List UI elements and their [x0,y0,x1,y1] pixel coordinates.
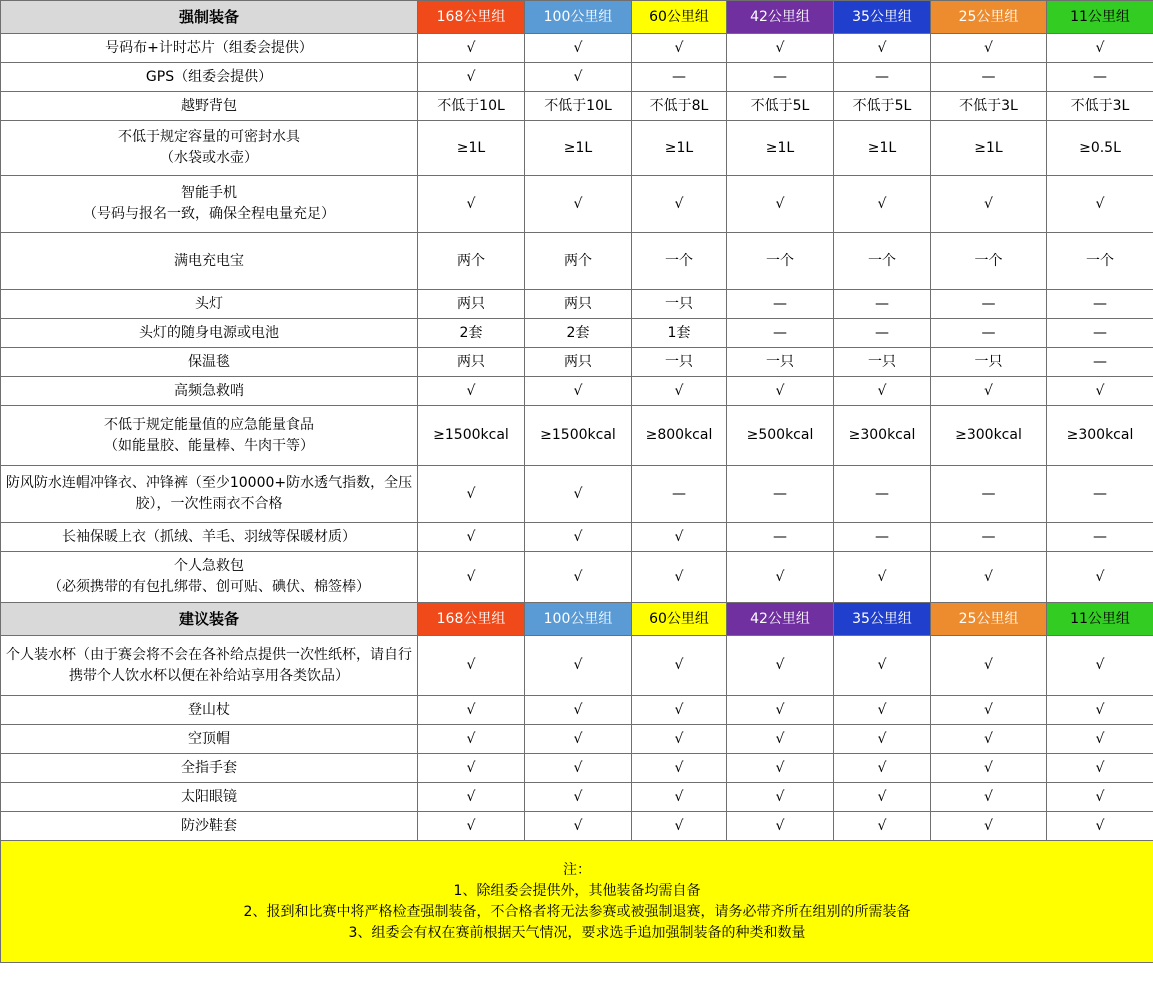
mandatory-row [1,406,1153,466]
mandatory-value-25km: 一个 [931,233,1047,290]
suggested-value-168km: √ [418,812,525,841]
group-header-25km: 25公里组 [931,1,1047,34]
mandatory-value-60km: 一只 [632,348,727,377]
mandatory-row [1,523,1153,552]
mandatory-value-25km: — [931,523,1047,552]
mandatory-row [1,63,1153,92]
suggested-value-11km: √ [1047,725,1153,754]
mandatory-value-25km: √ [931,552,1047,603]
mandatory-item-name: 长袖保暖上衣（抓绒、羊毛、羽绒等保暖材质） [1,523,418,552]
mandatory-value-11km: — [1047,466,1153,523]
mandatory-value-168km: √ [418,176,525,233]
mandatory-value-168km: √ [418,523,525,552]
equipment-table-body [1,1,1153,963]
mandatory-value-25km: 不低于3L [931,92,1047,121]
mandatory-value-25km: — [931,63,1047,92]
mandatory-value-42km: — [727,523,834,552]
mandatory-value-100km: 两只 [525,290,632,319]
group-header-42km: 42公里组 [727,1,834,34]
suggested-value-100km: √ [525,783,632,812]
mandatory-value-60km: √ [632,34,727,63]
suggested-item-name: 空顶帽 [1,725,418,754]
mandatory-value-11km: — [1047,63,1153,92]
suggested-value-100km: √ [525,812,632,841]
suggested-value-42km: √ [727,783,834,812]
mandatory-value-35km: 一个 [834,233,931,290]
suggested-header-row [1,603,1153,636]
mandatory-value-42km: ≥500kcal [727,406,834,466]
suggested-item-name: 登山杖 [1,696,418,725]
mandatory-value-42km: √ [727,176,834,233]
mandatory-value-60km: ≥800kcal [632,406,727,466]
mandatory-value-42km: — [727,63,834,92]
mandatory-value-35km: √ [834,34,931,63]
mandatory-value-35km: 不低于5L [834,92,931,121]
suggested-value-35km: √ [834,812,931,841]
mandatory-row [1,176,1153,233]
mandatory-value-60km: √ [632,176,727,233]
mandatory-value-168km: ≥1500kcal [418,406,525,466]
mandatory-item-name: 防风防水连帽冲锋衣、冲锋裤（至少10000+防水透气指数，全压胶），一次性雨衣不合格 [1,466,418,523]
mandatory-value-168km: √ [418,552,525,603]
mandatory-value-35km: — [834,63,931,92]
mandatory-value-100km: 两只 [525,348,632,377]
mandatory-value-25km: ≥1L [931,121,1047,176]
mandatory-value-168km: √ [418,377,525,406]
mandatory-value-168km: √ [418,34,525,63]
mandatory-item-name: 满电充电宝 [1,233,418,290]
suggested-value-11km: √ [1047,754,1153,783]
suggested-value-100km: √ [525,754,632,783]
mandatory-value-60km: 不低于8L [632,92,727,121]
mandatory-value-60km: 1套 [632,319,727,348]
mandatory-value-25km: ≥300kcal [931,406,1047,466]
notes-row [1,841,1153,963]
mandatory-row [1,290,1153,319]
suggested-value-35km: √ [834,725,931,754]
mandatory-value-100km: √ [525,377,632,406]
mandatory-value-168km: √ [418,466,525,523]
suggested-row [1,636,1153,696]
mandatory-value-11km: √ [1047,377,1153,406]
mandatory-row [1,121,1153,176]
mandatory-value-42km: — [727,290,834,319]
mandatory-value-42km: 不低于5L [727,92,834,121]
mandatory-row [1,552,1153,603]
suggested-section-title: 建议装备 [1,603,418,636]
suggested-value-100km: √ [525,696,632,725]
mandatory-value-42km: 一只 [727,348,834,377]
mandatory-value-60km: √ [632,523,727,552]
mandatory-value-100km: √ [525,176,632,233]
mandatory-header-row [1,1,1153,34]
mandatory-value-168km: 两只 [418,290,525,319]
mandatory-value-11km: — [1047,290,1153,319]
mandatory-value-35km: ≥300kcal [834,406,931,466]
mandatory-value-100km: 不低于10L [525,92,632,121]
mandatory-value-100km: ≥1L [525,121,632,176]
group-header-60km: 60公里组 [632,603,727,636]
suggested-value-60km: √ [632,783,727,812]
mandatory-value-168km: ≥1L [418,121,525,176]
mandatory-value-42km: √ [727,34,834,63]
mandatory-value-168km: 两个 [418,233,525,290]
mandatory-value-100km: 2套 [525,319,632,348]
mandatory-value-35km: — [834,290,931,319]
suggested-value-100km: √ [525,725,632,754]
mandatory-value-168km: 不低于10L [418,92,525,121]
mandatory-value-42km: √ [727,552,834,603]
mandatory-value-42km: — [727,466,834,523]
mandatory-value-25km: √ [931,34,1047,63]
suggested-item-name: 全指手套 [1,754,418,783]
mandatory-item-name: 头灯 [1,290,418,319]
group-header-42km: 42公里组 [727,603,834,636]
mandatory-row [1,377,1153,406]
mandatory-value-168km: √ [418,63,525,92]
mandatory-value-60km: 一只 [632,290,727,319]
mandatory-section-title: 强制装备 [1,1,418,34]
suggested-value-60km: √ [632,696,727,725]
mandatory-value-42km: — [727,319,834,348]
group-header-168km: 168公里组 [418,603,525,636]
suggested-value-25km: √ [931,783,1047,812]
suggested-value-60km: √ [632,812,727,841]
mandatory-value-35km: √ [834,176,931,233]
mandatory-value-100km: 两个 [525,233,632,290]
mandatory-value-35km: — [834,466,931,523]
mandatory-value-11km: 不低于3L [1047,92,1153,121]
mandatory-row [1,348,1153,377]
suggested-value-168km: √ [418,754,525,783]
suggested-row [1,754,1153,783]
mandatory-value-60km: √ [632,552,727,603]
suggested-value-168km: √ [418,636,525,696]
mandatory-item-name: 个人急救包 （必须携带的有包扎绑带、创可贴、碘伏、棉签棒） [1,552,418,603]
suggested-value-35km: √ [834,754,931,783]
mandatory-value-11km: ≥300kcal [1047,406,1153,466]
mandatory-value-11km: √ [1047,34,1153,63]
suggested-value-168km: √ [418,696,525,725]
group-header-168km: 168公里组 [418,1,525,34]
mandatory-item-name: 头灯的随身电源或电池 [1,319,418,348]
suggested-value-42km: √ [727,636,834,696]
mandatory-row [1,34,1153,63]
mandatory-value-35km: ≥1L [834,121,931,176]
suggested-value-60km: √ [632,636,727,696]
mandatory-value-35km: — [834,319,931,348]
group-header-60km: 60公里组 [632,1,727,34]
mandatory-value-100km: ≥1500kcal [525,406,632,466]
mandatory-value-11km: √ [1047,552,1153,603]
mandatory-value-100km: √ [525,552,632,603]
group-header-11km: 11公里组 [1047,1,1153,34]
mandatory-value-11km: — [1047,523,1153,552]
mandatory-value-42km: 一个 [727,233,834,290]
group-header-35km: 35公里组 [834,1,931,34]
group-header-100km: 100公里组 [525,1,632,34]
mandatory-value-100km: √ [525,523,632,552]
suggested-value-42km: √ [727,725,834,754]
mandatory-item-name: 号码布+计时芯片（组委会提供） [1,34,418,63]
suggested-value-11km: √ [1047,783,1153,812]
mandatory-value-11km: 一个 [1047,233,1153,290]
mandatory-row [1,233,1153,290]
suggested-value-60km: √ [632,725,727,754]
group-header-100km: 100公里组 [525,603,632,636]
mandatory-value-35km: √ [834,377,931,406]
group-header-25km: 25公里组 [931,603,1047,636]
suggested-value-35km: √ [834,783,931,812]
suggested-item-name: 防沙鞋套 [1,812,418,841]
suggested-value-60km: √ [632,754,727,783]
mandatory-row [1,92,1153,121]
suggested-row [1,812,1153,841]
mandatory-value-42km: √ [727,377,834,406]
mandatory-value-25km: — [931,466,1047,523]
suggested-value-25km: √ [931,725,1047,754]
mandatory-value-60km: 一个 [632,233,727,290]
suggested-row [1,783,1153,812]
mandatory-item-name: 智能手机 （号码与报名一致，确保全程电量充足） [1,176,418,233]
mandatory-row [1,319,1153,348]
mandatory-item-name: 不低于规定能量值的应急能量食品 （如能量胶、能量棒、牛肉干等） [1,406,418,466]
suggested-value-11km: √ [1047,696,1153,725]
suggested-value-25km: √ [931,636,1047,696]
suggested-value-168km: √ [418,783,525,812]
mandatory-value-60km: √ [632,377,727,406]
mandatory-value-42km: ≥1L [727,121,834,176]
suggested-value-11km: √ [1047,812,1153,841]
group-header-11km: 11公里组 [1047,603,1153,636]
mandatory-value-11km: — [1047,348,1153,377]
suggested-value-42km: √ [727,696,834,725]
suggested-value-11km: √ [1047,636,1153,696]
suggested-value-100km: √ [525,636,632,696]
mandatory-value-25km: √ [931,176,1047,233]
suggested-value-25km: √ [931,696,1047,725]
suggested-item-name: 个人装水杯（由于赛会将不会在各补给点提供一次性纸杯，请自行携带个人饮水杯以便在补给站享用各类饮品） [1,636,418,696]
suggested-value-168km: √ [418,725,525,754]
suggested-item-name: 太阳眼镜 [1,783,418,812]
suggested-row [1,696,1153,725]
mandatory-item-name: 保温毯 [1,348,418,377]
mandatory-item-name: GPS（组委会提供） [1,63,418,92]
mandatory-value-168km: 两只 [418,348,525,377]
notes-text: 注： 1、除组委会提供外，其他装备均需自备 2、报到和比赛中将严格检查强制装备，不合格者将无法参赛或被强制退赛，请务必带齐所在组别的所需装备 3、组委会有权在赛前根据天气情况，要求选手追加强制装备的种类和数量 [1,841,1153,963]
suggested-value-35km: √ [834,636,931,696]
suggested-value-42km: √ [727,812,834,841]
mandatory-value-100km: √ [525,34,632,63]
mandatory-value-60km: ≥1L [632,121,727,176]
mandatory-row [1,466,1153,523]
mandatory-item-name: 不低于规定容量的可密封水具 （水袋或水壶） [1,121,418,176]
suggested-value-25km: √ [931,812,1047,841]
mandatory-value-60km: — [632,466,727,523]
mandatory-value-100km: √ [525,63,632,92]
mandatory-value-60km: — [632,63,727,92]
suggested-value-35km: √ [834,696,931,725]
suggested-value-42km: √ [727,754,834,783]
mandatory-value-35km: — [834,523,931,552]
mandatory-value-11km: √ [1047,176,1153,233]
mandatory-value-35km: √ [834,552,931,603]
group-header-35km: 35公里组 [834,603,931,636]
suggested-value-25km: √ [931,754,1047,783]
mandatory-value-25km: √ [931,377,1047,406]
mandatory-value-25km: — [931,319,1047,348]
mandatory-value-35km: 一只 [834,348,931,377]
mandatory-value-25km: — [931,290,1047,319]
suggested-row [1,725,1153,754]
mandatory-value-11km: ≥0.5L [1047,121,1153,176]
mandatory-item-name: 越野背包 [1,92,418,121]
mandatory-value-11km: — [1047,319,1153,348]
mandatory-item-name: 高频急救哨 [1,377,418,406]
mandatory-value-168km: 2套 [418,319,525,348]
mandatory-value-100km: √ [525,466,632,523]
mandatory-value-25km: 一只 [931,348,1047,377]
